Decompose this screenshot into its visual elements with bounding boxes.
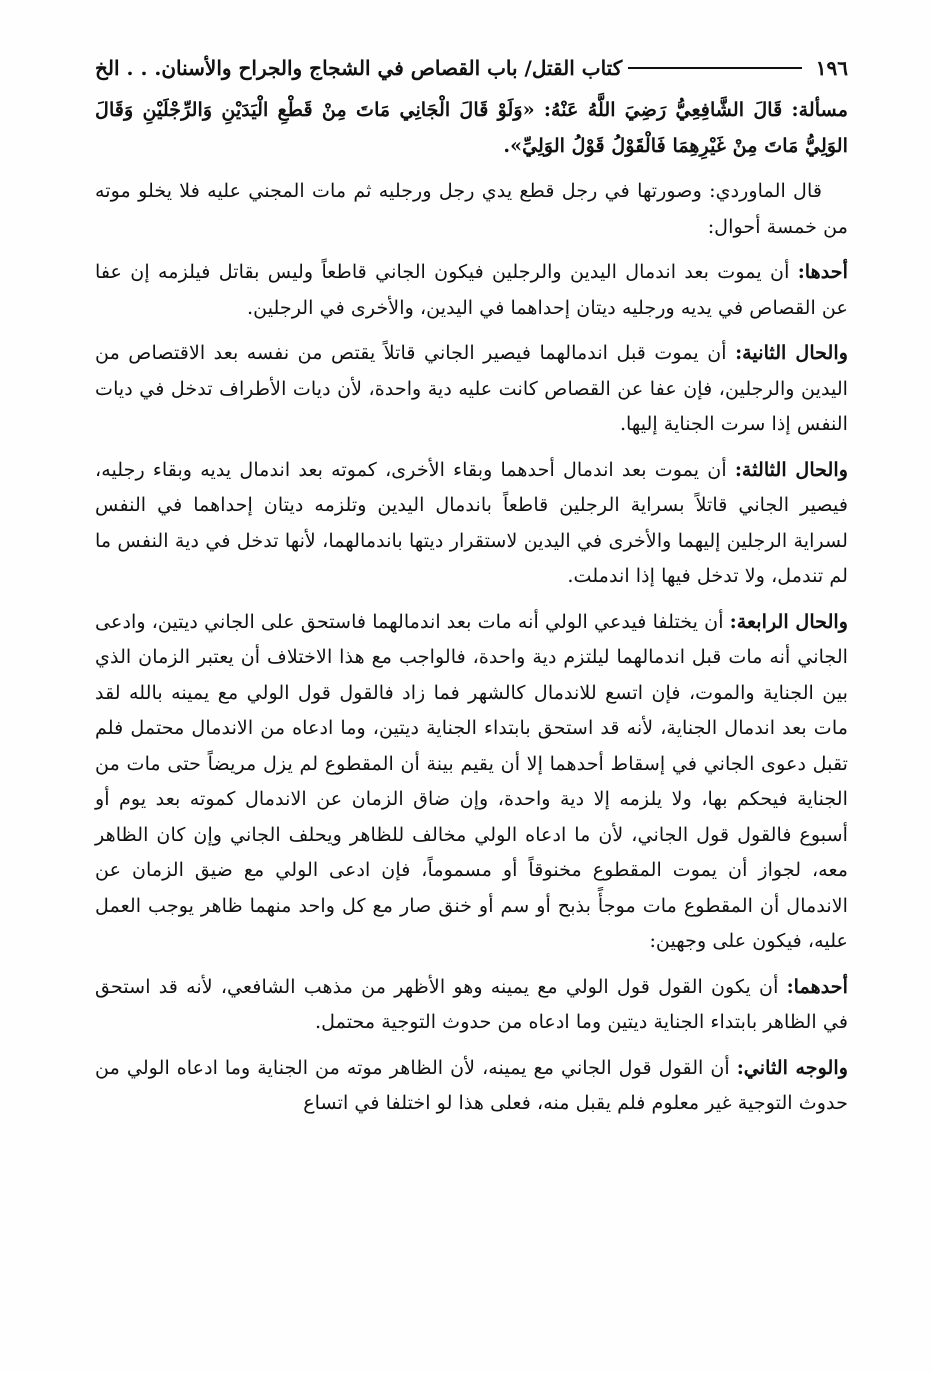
paragraph-text: أن القول قول الجاني مع يمينه، لأن الظاهر موته من الجناية وما ادعاه الولي من حدوث التوجية غير معلوم فلم يقبل منه، فعلى هذا لو اختلفا في اتساع xyxy=(95,1055,848,1114)
paragraph-label: أحدها: xyxy=(797,260,848,283)
page-header xyxy=(95,50,848,86)
paragraph-label: والحال الثالثة: xyxy=(734,457,848,481)
paragraph-first-view xyxy=(95,969,848,1040)
paragraph-masala xyxy=(95,92,848,163)
paragraph-text: أن يموت بعد اندمال أحدهما وبقاء الأخرى، كموته بعد اندمال يديه وبقاء رجليه، فيصير الجاني قاتلاً بسراية الرجلين قاطعاً باندمال اليدين وتلزمه ديتان إحداهما في النفس لسراية الرجلين إليهما والأخرى في اليدين لاستقرار ديتها باندمالهما، لأنها تدخل في دية النفس ما لم تندمل، ولا تدخل فيها إذا اندملت. xyxy=(95,457,848,587)
paragraph-fourth-state xyxy=(95,604,848,959)
paragraph-second-state xyxy=(95,335,848,442)
page-number: ١٩٦ xyxy=(815,56,848,80)
header-rule xyxy=(628,67,802,69)
paragraph-label: والحال الثانية: xyxy=(735,341,848,364)
paragraph-text: أن يختلفا فيدعي الولي أنه مات بعد اندمالهما فاستحق على الجاني ديتين، وادعى الجاني أنه مات قبل اندمالهما ليلتزم دية واحدة، فالواجب مع هذا الاختلاف أن يعتبر الزمان الذي بين الجناية والموت، فإن اتسع للاندمال كالشهر فما زاد فالقول قول الولي مع يمينه بالله لقد مات بعد اندمال الجناية، لأنه قد استحق بابتداء الجناية ديتين، وما ادعاه من الاندمال محتمل فلم تقبل دعوى الجاني في إسقاط أحدهما إلا أن يقيم بينة أن المقطوع لم يزل مريضاً حتى مات من الجناية فيحكم بها، ولا يلزمه إلا دية واحدة، وإن ضاق الزمان عن الاندمال كموته بعد يوم أو أسبوع فالقول قول الجاني، لأن ما ادعاه الولي مخالف للظاهر ويحلف الجاني وإن كان الظاهر معه، لجواز أن يموت المقطوع مخنوقاً أو مسموماً، فإن ادعى الولي مع ضيق الزمان عن الاندمال أن المقطوع مات موجأً بذبح أو سم أو خنق صار مع كل واحد منهما ظاهر يوجب العمل عليه، فيكون على وجهين: xyxy=(95,609,848,952)
paragraph-label: أحدهما: xyxy=(786,974,848,998)
paragraph-text: أن يكون القول قول الولي مع يمينه وهو الأظهر من مذهب الشافعي، لأنه قد استحق في الظاهر بابتداء الجناية ديتين وما ادعاه من حدوث التوجية محتمل. xyxy=(95,974,848,1033)
paragraph-label: والوجه الثاني: xyxy=(736,1055,848,1079)
body-text xyxy=(95,92,848,1131)
paragraph-mawardi xyxy=(95,173,848,244)
paragraph-text: أن يموت قبل اندمالهما فيصير الجاني قاتلاً يقتص من نفسه بعد الاقتصاص من اليدين والرجلين، فإن عفا عن القصاص كانت عليه دية واحدة، لأن ديات الأطراف تدخل في ديات النفس إذا سرت الجناية إليها. xyxy=(95,341,848,435)
paragraph-third-state xyxy=(95,452,848,594)
paragraph-text: قَالَ الشَّافِعِيُّ رَضِيَ اللَّهُ عَنْهُ: «وَلَوْ قَالَ الْجَانِي مَاتَ مِنْ قَطْعِ الْيَدَيْنِ وَالرِّجْلَيْنِ وَقَالَ الوَلِيُّ مَاتَ مِنْ غَيْرِهِمَا فَالْقَوْلُ قَوْلُ الوَلِيِّ». xyxy=(95,98,848,157)
paragraph-first-state xyxy=(95,254,848,325)
paragraph-label: مسألة: xyxy=(791,98,848,121)
paragraph-label: والحال الرابعة: xyxy=(729,609,849,633)
running-title: كتاب القتل/ باب القصاص في الشجاج والجراح والأسنان. . . الخ xyxy=(95,56,623,80)
paragraph-text: أن يموت بعد اندمال اليدين والرجلين فيكون الجاني قاطعاً وليس بقاتل فيلزمه إن عفا عن القصاص في يديه ورجليه ديتان إحداهما في اليدين، والأخرى في الرجلين. xyxy=(95,260,848,319)
paragraph-text: قال الماوردي: وصورتها في رجل قطع يدي رجل ورجليه ثم مات المجني عليه فلا يخلو موته من خمسة أحوال: xyxy=(95,179,848,238)
paragraph-second-view xyxy=(95,1050,848,1121)
